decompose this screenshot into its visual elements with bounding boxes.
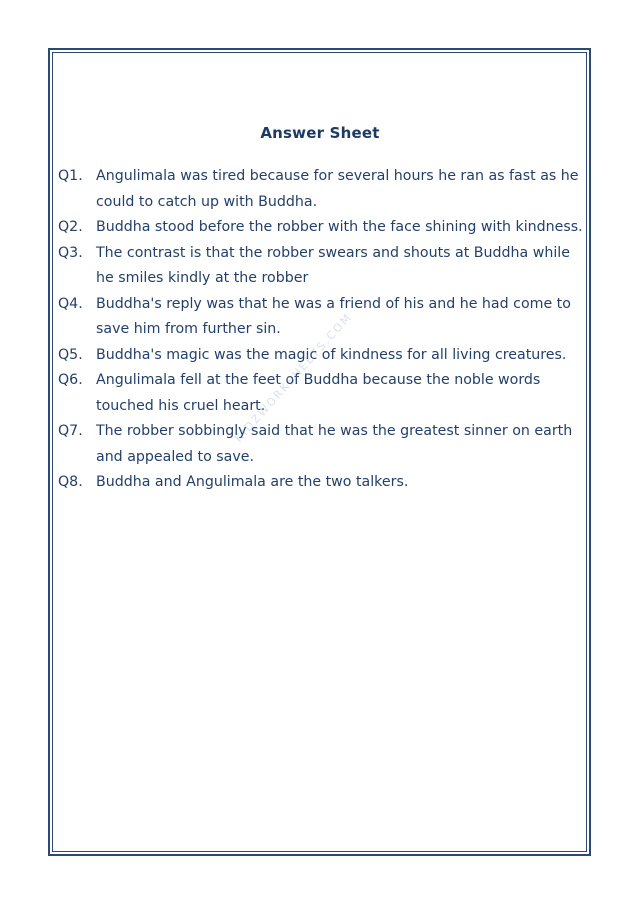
answer-number: Q4. [58, 295, 83, 312]
answer-number: Q3. [58, 244, 83, 261]
answer-text: The contrast is that the robber swears and shouts at Buddha while he smiles kindly at the robber [96, 244, 570, 286]
answer-text: Buddha's magic was the magic of kindness for all living creatures. [96, 346, 567, 363]
answer-text: Buddha's reply was that he was a friend of his and he had come to save him from further sin. [96, 295, 571, 337]
answer-text: Angulimala fell at the feet of Buddha because the noble words touched his cruel heart. [96, 372, 541, 414]
answer-number: Q5. [58, 346, 83, 363]
answer-number: Q8. [58, 474, 83, 490]
answer-number: Q2. [58, 219, 83, 235]
answer-item [58, 241, 584, 292]
answer-item [58, 368, 584, 419]
answer-number: Q7. [58, 423, 83, 439]
answer-number: Q6. [58, 372, 83, 388]
answer-number: Q1. [58, 168, 83, 184]
answer-text: Buddha stood before the robber with the face shining with kindness. [96, 219, 583, 235]
watermark: KIDZWORKSHEETS.COM [232, 310, 355, 445]
answer-text: The robber sobbingly said that he was the greatest sinner on earth and appealed to save. [96, 423, 573, 465]
answer-item [58, 419, 584, 470]
answer-text: Buddha and Angulimala are the two talkers. [96, 474, 409, 490]
answer-item [58, 215, 584, 241]
answer-text: Angulimala was tired because for several hours he ran as fast as he could to catch up with Buddha. [96, 168, 579, 210]
page-title: Answer Sheet [260, 124, 380, 142]
answer-item [58, 164, 584, 215]
answer-item [58, 470, 584, 496]
answer-list [58, 164, 584, 496]
answer-item [58, 292, 584, 343]
